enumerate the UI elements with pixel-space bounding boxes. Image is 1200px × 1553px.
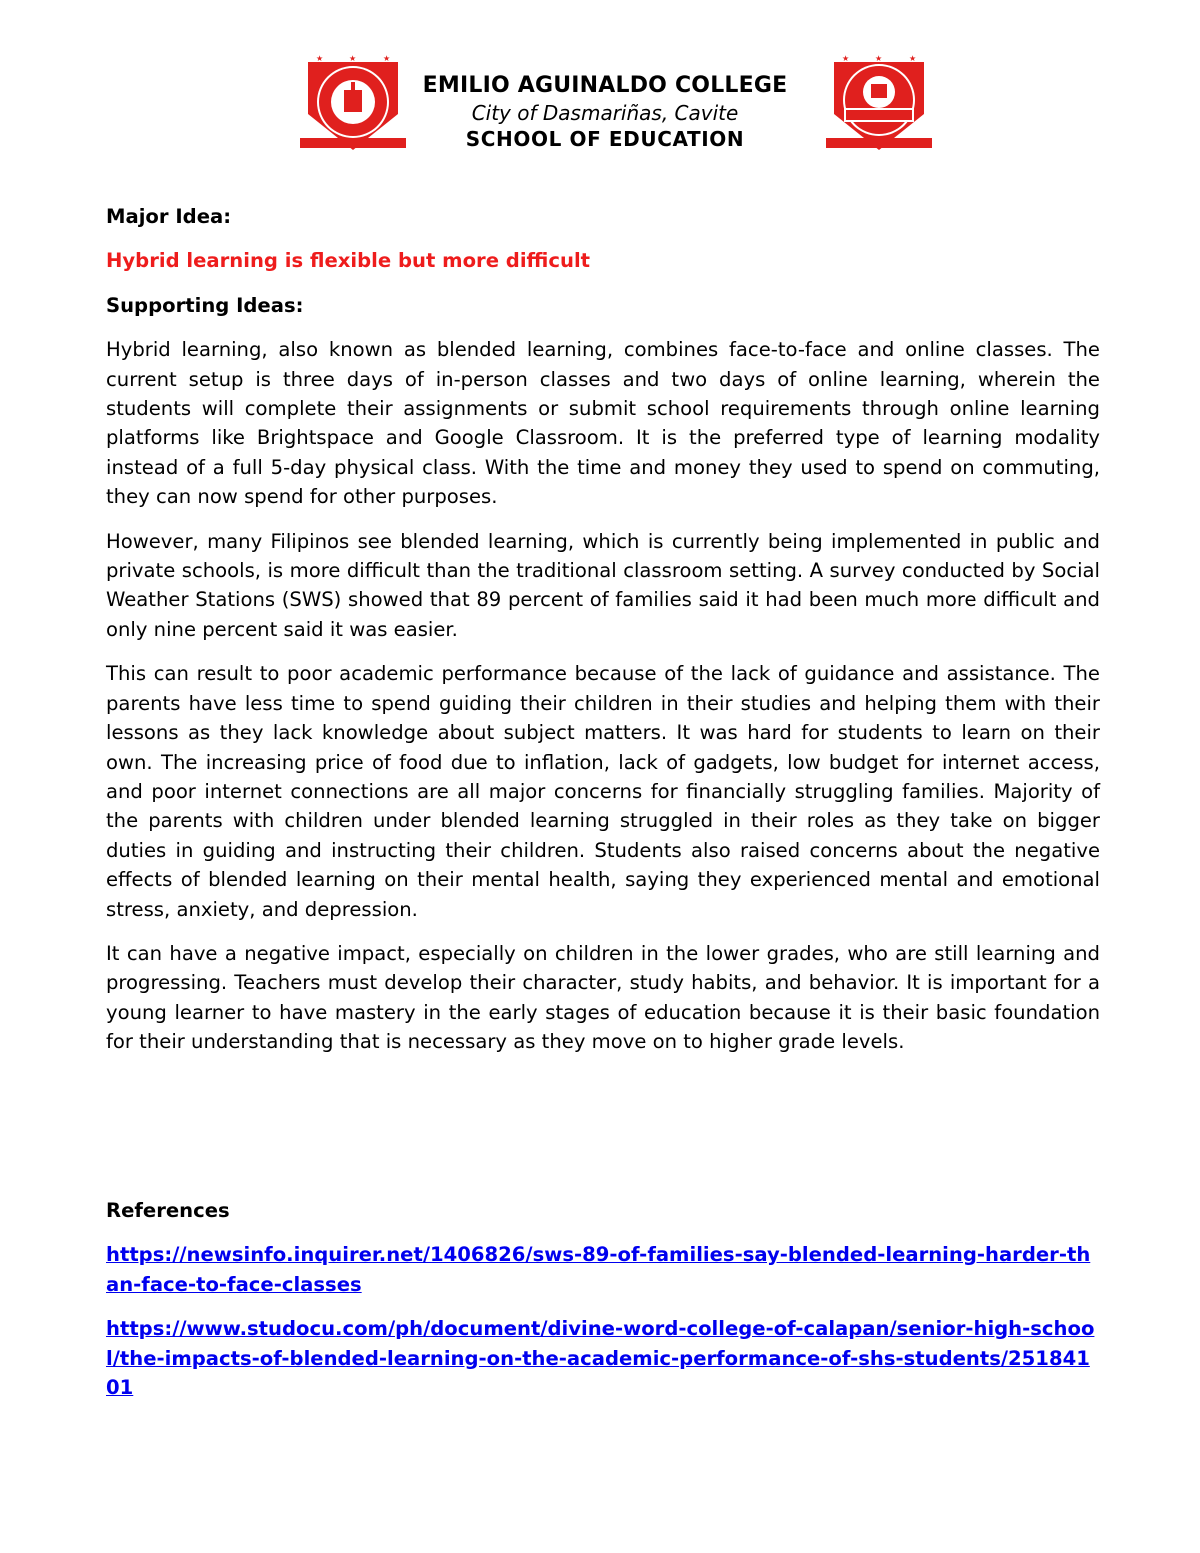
school-name: SCHOOL OF EDUCATION <box>465 127 745 151</box>
svg-text:★: ★ <box>842 54 850 63</box>
references-section <box>106 1196 1100 1417</box>
svg-text:★: ★ <box>316 54 324 63</box>
school-of-education-seal-logo <box>826 52 932 160</box>
reference-link-inquirer[interactable]: https://newsinfo.inquirer.net/1406826/sws-89-of-families-say-blended-learning-harder-than-face-to-face-classes <box>106 1243 1091 1296</box>
main-content <box>106 202 1100 1057</box>
paragraph: It can have a negative impact, especially on children in the lower grades, who are still learning and progressing. Teachers must develop their character, study habits, and behavior. It is important for a young learner to have mastery in the early stages of education because it is their basic foundation for their understanding that is necessary as they move on to higher grade levels. <box>106 941 1100 1054</box>
header-block <box>405 72 805 152</box>
svg-text:★: ★ <box>383 54 391 63</box>
paragraph: Hybrid learning, also known as blended learning, combines face-to-face and online classes. The current setup is three days of in-person classes and two days of online learning, wherein the students will complete their assignments or submit school requirements through online learning platforms like Brightspace and Google Classroom. It is the preferred type of learning modality instead of a full 5-day physical class. With the time and money they used to spend on commuting, they can now spend for other purposes. <box>106 338 1100 509</box>
paragraph: This can result to poor academic performance because of the lack of guidance and assistance. The parents have less time to spend guiding their children in their studies and helping them with their lessons as they lack knowledge about subject matters. It was hard for students to learn on their own. The increasing price of food due to inflation, lack of gadgets, low budget for internet access, and poor internet connections are all major concerns for financially struggling families. Majority of the parents with children under blended learning struggled in their roles as they take on bigger duties in guiding and instructing their children. Students also raised concerns about the negative effects of blended learning on their mental health, saying they experienced mental and emotional stress, anxiety, and depression. <box>106 662 1100 921</box>
svg-text:★: ★ <box>875 54 883 63</box>
major-idea-text: Hybrid learning is flexible but more difficult <box>106 249 591 273</box>
references-label: References <box>106 1199 230 1222</box>
college-city: City of Dasmariñas, Cavite <box>471 101 739 125</box>
college-name: EMILIO AGUINALDO COLLEGE <box>422 73 788 98</box>
supporting-ideas-label: Supporting Ideas: <box>106 293 304 317</box>
reference-link-studocu[interactable]: https://www.studocu.com/ph/document/divine-word-college-of-calapan/senior-high-school/the-impacts-of-blended-learning-on-the-academic-performance-of-shs-students/25184101 <box>106 1317 1095 1400</box>
major-idea-label: Major Idea: <box>106 205 232 228</box>
college-seal-logo <box>300 52 406 160</box>
svg-text:★: ★ <box>349 54 357 63</box>
svg-text:★: ★ <box>909 54 917 63</box>
paragraph: However, many Filipinos see blended learning, which is currently being implemented in public and private schools, is more difficult than the traditional classroom setting. A survey conducted by Social Weather Stations (SWS) showed that 89 percent of families said it had been much more difficult and only nine percent said it was easier. <box>106 529 1100 641</box>
